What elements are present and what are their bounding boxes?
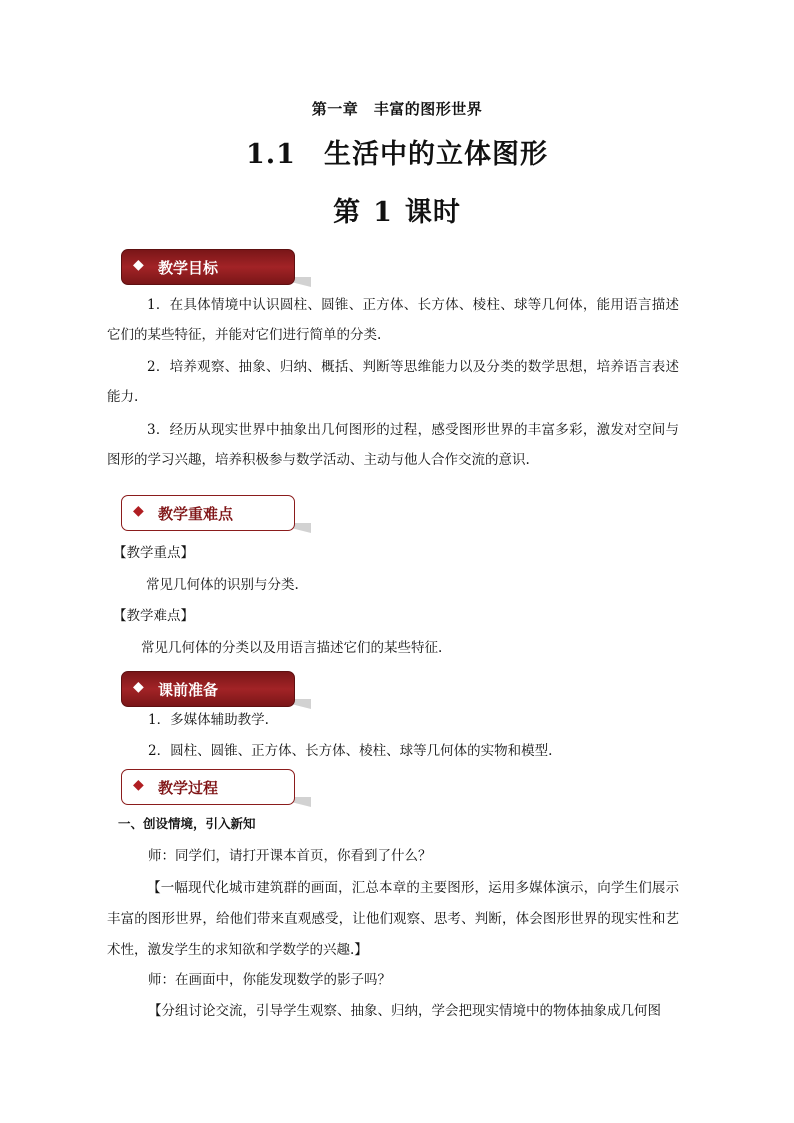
diamond-icon: ◆	[133, 777, 144, 793]
chapter-title: 第一章 丰富的图形世界	[311, 100, 483, 118]
process-paragraph-3: 师：在画面中，你能发现数学的影子吗？	[148, 972, 391, 988]
focus-heading: 【教学重点】	[113, 545, 194, 561]
focus-text: 常见几何体的识别与分类.	[146, 577, 299, 593]
difficulty-text: 常见几何体的分类以及用语言描述它们的某些特征.	[141, 640, 443, 656]
section-tag-key-points	[121, 495, 297, 531]
period-title	[0, 190, 794, 229]
lesson-number: 1.1	[246, 139, 296, 170]
lesson-name: 生活中的立体图形	[323, 139, 548, 170]
diamond-icon: ◆	[133, 679, 144, 695]
period-suffix: 课时	[404, 197, 461, 228]
prep-item-2: 2．圆柱、圆锥、正方体、长方体、棱柱、球等几何体的实物和模型.	[148, 743, 553, 759]
process-paragraph-4: 【分组讨论交流，引导学生观察、抽象、归纳，学会把现实情境中的物体抽象成几何图	[148, 1003, 661, 1019]
process-paragraph-1: 师：同学们，请打开课本首页，你看到了什么？	[148, 848, 432, 864]
goal-item-2: 2．培养观察、抽象、归纳、概括、判断等思维能力以及分类的数学思想，培养语言表述能力.	[107, 359, 679, 405]
section-tag-goals	[121, 249, 297, 285]
diamond-icon: ◆	[133, 257, 144, 273]
section-tag-preparation	[121, 671, 297, 707]
section-label: 教学过程	[158, 779, 219, 797]
section-label: 课前准备	[158, 681, 219, 699]
section-label: 教学重难点	[158, 505, 234, 523]
step-heading: 一、创设情境，引入新知	[118, 816, 256, 831]
section-tag-process	[121, 769, 297, 805]
goal-item-3: 3．经历从现实世界中抽象出几何图形的过程，感受图形世界的丰富多彩，激发对空间与图形的学习兴趣，培养积极参与数学活动、主动与他人合作交流的意识.	[107, 422, 679, 468]
difficulty-heading: 【教学难点】	[113, 608, 194, 624]
prep-item-1: 1．多媒体辅助教学.	[148, 712, 269, 728]
goal-item-1: 1．在具体情境中认识圆柱、圆锥、正方体、长方体、棱柱、球等几何体，能用语言描述它们的某些特征，并能对它们进行简单的分类.	[107, 297, 679, 343]
section-label: 教学目标	[158, 259, 219, 277]
period-prefix: 第	[333, 197, 362, 228]
period-number: 1	[373, 197, 393, 228]
diamond-icon: ◆	[133, 503, 144, 519]
process-paragraph-2: 【一幅现代化城市建筑群的画面，汇总本章的主要图形，运用多媒体演示，向学生们展示丰富的图形世界，给他们带来直观感受，让他们观察、思考、判断，体会图形世界的现实性和艺术性，激发学生的求知欲和学数学的兴趣.】	[107, 880, 679, 958]
lesson-title	[0, 132, 794, 171]
